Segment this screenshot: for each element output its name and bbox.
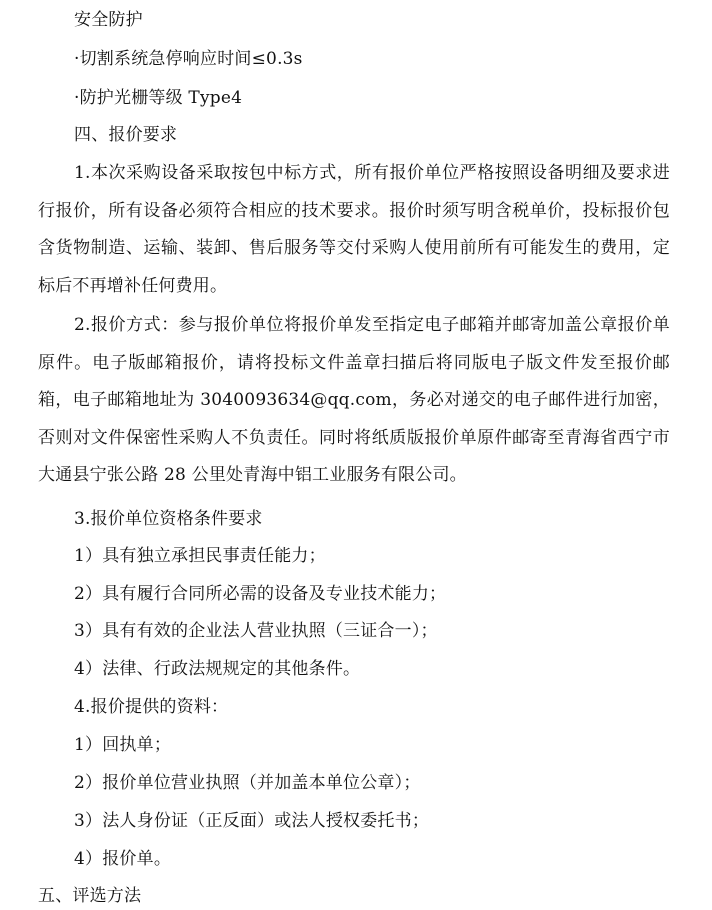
section-4-heading: 四、报价要求 [74, 125, 178, 145]
safety-item-estop: ·切割系统急停响应时间≤0.3s [74, 49, 303, 69]
qualification-heading: 3.报价单位资格条件要求 [74, 509, 263, 529]
safety-heading: 安全防护 [74, 10, 143, 30]
document-item: 2）报价单位营业执照（并加盖本单位公章）； [74, 773, 421, 793]
document-item: 1）回执单； [74, 735, 172, 755]
document-item: 3）法人身份证（正反面）或法人授权委托书； [74, 811, 430, 831]
safety-item-light-curtain: ·防护光栅等级 Type4 [74, 88, 243, 108]
qualification-item: 4）法律、行政法规规定的其他条件。 [74, 659, 361, 679]
paragraph-bidding-method: 1.本次采购设备采取按包中标方式，所有报价单位严格按照设备明细及要求进行报价，所有设备必须符合相应的技术要求。报价时须写明含税单价，投标报价包含货物制造、运输、装卸、售后服务等交付采购人使用前所有可能发生的费用，定标后不再增补任何费用。 [38, 163, 670, 296]
section-5-heading: 五、评选方法 [38, 886, 142, 906]
paragraph-quote-submission: 2.报价方式：参与报价单位将报价单发至指定电子邮箱并邮寄加盖公章报价单原件。电子版邮箱报价，请将投标文件盖章扫描后将同版电子版文件发至报价邮箱，电子邮箱地址为 3040093634@qq.com，务必对递交的电子邮件进行加密，否则对文件保密性采购人不负责任。同时将纸质版报价单原件邮寄至青海省西宁市大通县宁张公路 28 公里处青海中铝工业服务有限公司。 [38, 315, 670, 485]
qualification-item: 1）具有独立承担民事责任能力； [74, 546, 326, 566]
documents-heading: 4.报价提供的资料： [74, 697, 229, 717]
qualification-item: 3）具有有效的企业法人营业执照（三证合一）； [74, 621, 438, 641]
document-item: 4）报价单。 [74, 849, 172, 869]
qualification-item: 2）具有履行合同所必需的设备及专业技术能力； [74, 584, 447, 604]
